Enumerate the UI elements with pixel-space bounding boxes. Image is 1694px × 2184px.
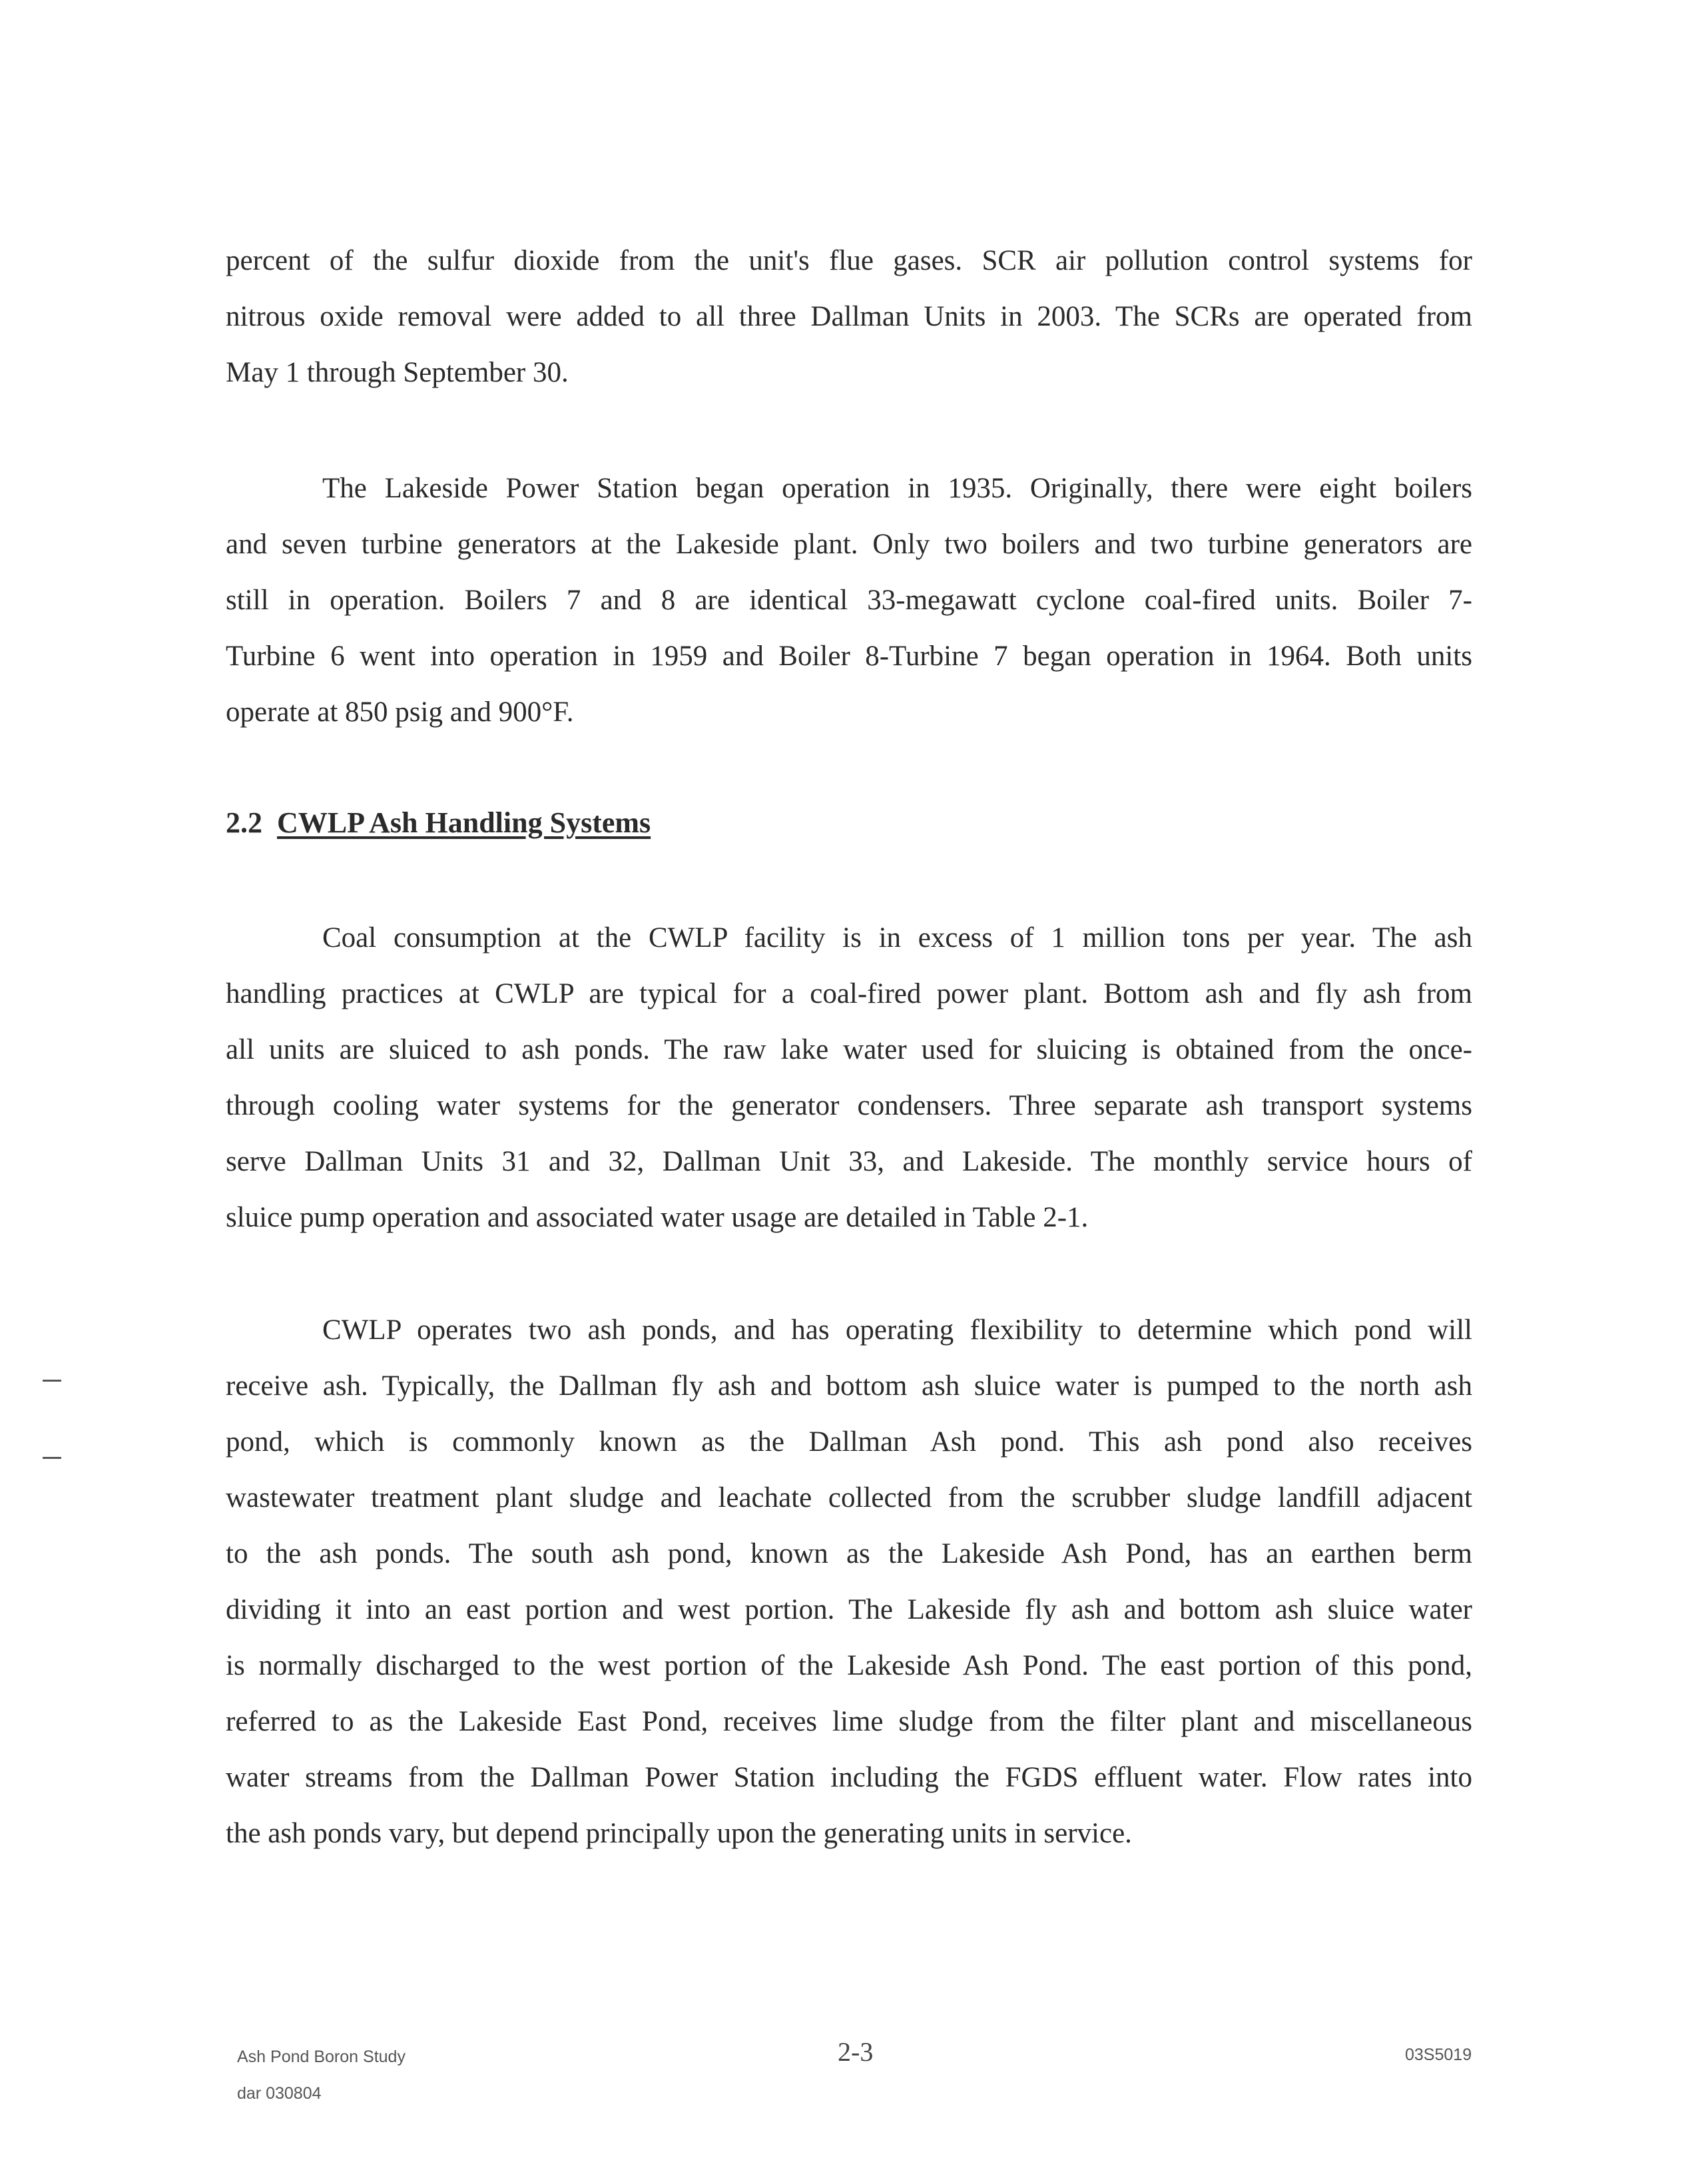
text-line: serve Dallman Units 31 and 32, Dallman Unit 33, and Lakeside. The monthly service hours of <box>226 1146 1472 1177</box>
text-line: water streams from the Dallman Power Station including the FGDS effluent water. Flow rates into <box>226 1762 1472 1793</box>
text-line: sluice pump operation and associated water usage are detailed in Table 2-1. <box>226 1202 1089 1233</box>
text-line: Turbine 6 went into operation in 1959 and Boiler 8-Turbine 7 began operation in 1964. Both units <box>226 641 1472 672</box>
text-line: receive ash. Typically, the Dallman fly ash and bottom ash sluice water is pumped to the north ash <box>226 1370 1472 1402</box>
text-line: the ash ponds vary, but depend principally upon the generating units in service. <box>226 1818 1132 1849</box>
text-line: all units are sluiced to ash ponds. The raw lake water used for sluicing is obtained from the once- <box>226 1034 1472 1065</box>
section-heading <box>226 806 651 840</box>
text-line: is normally discharged to the west portion of the Lakeside Ash Pond. The east portion of this pond, <box>226 1650 1472 1681</box>
footer-study-title: Ash Pond Boron Study <box>237 2048 406 2066</box>
section-title: CWLP Ash Handling Systems <box>277 806 651 839</box>
text-line: May 1 through September 30. <box>226 357 569 388</box>
page-number: 2-3 <box>838 2037 874 2067</box>
text-line: to the ash ponds. The south ash pond, known as the Lakeside Ash Pond, has an earthen berm <box>226 1538 1472 1569</box>
text-line: percent of the sulfur dioxide from the unit's flue gases. SCR air pollution control systems for <box>226 245 1472 276</box>
text-line: Coal consumption at the CWLP facility is in excess of 1 million tons per year. The ash <box>322 922 1472 954</box>
text-line: and seven turbine generators at the Lakeside plant. Only two boilers and two turbine generators are <box>226 529 1472 560</box>
paragraph-3 <box>226 910 1472 1246</box>
text-line: nitrous oxide removal were added to all three Dallman Units in 2003. The SCRs are operated from <box>226 301 1472 332</box>
footer-date-code: dar 030804 <box>237 2084 322 2103</box>
margin-mark <box>43 1380 61 1382</box>
paragraph-2 <box>226 461 1472 740</box>
text-line: through cooling water systems for the generator condensers. Three separate ash transport systems <box>226 1090 1472 1121</box>
text-line: CWLP operates two ash ponds, and has operating flexibility to determine which pond will <box>322 1314 1472 1346</box>
text-line: referred to as the Lakeside East Pond, receives lime sludge from the filter plant and miscellaneous <box>226 1706 1472 1737</box>
text-line: The Lakeside Power Station began operation in 1935. Originally, there were eight boilers <box>322 473 1472 504</box>
text-line: wastewater treatment plant sludge and leachate collected from the scrubber sludge landfill adjacent <box>226 1482 1472 1513</box>
text-line: still in operation. Boilers 7 and 8 are identical 33-megawatt cyclone coal-fired units. Boiler 7- <box>226 585 1472 616</box>
paragraph-1 <box>226 233 1472 401</box>
text-line: handling practices at CWLP are typical for a coal-fired power plant. Bottom ash and fly ash from <box>226 978 1472 1009</box>
text-line: pond, which is commonly known as the Dallman Ash pond. This ash pond also receives <box>226 1426 1472 1458</box>
paragraph-4 <box>226 1302 1472 1862</box>
text-line: dividing it into an east portion and west portion. The Lakeside fly ash and bottom ash sluice water <box>226 1594 1472 1625</box>
text-line: operate at 850 psig and 900°F. <box>226 696 574 728</box>
section-number: 2.2 <box>226 806 262 839</box>
footer-doc-id: 03S5019 <box>1405 2046 1472 2064</box>
margin-mark <box>43 1457 61 1459</box>
